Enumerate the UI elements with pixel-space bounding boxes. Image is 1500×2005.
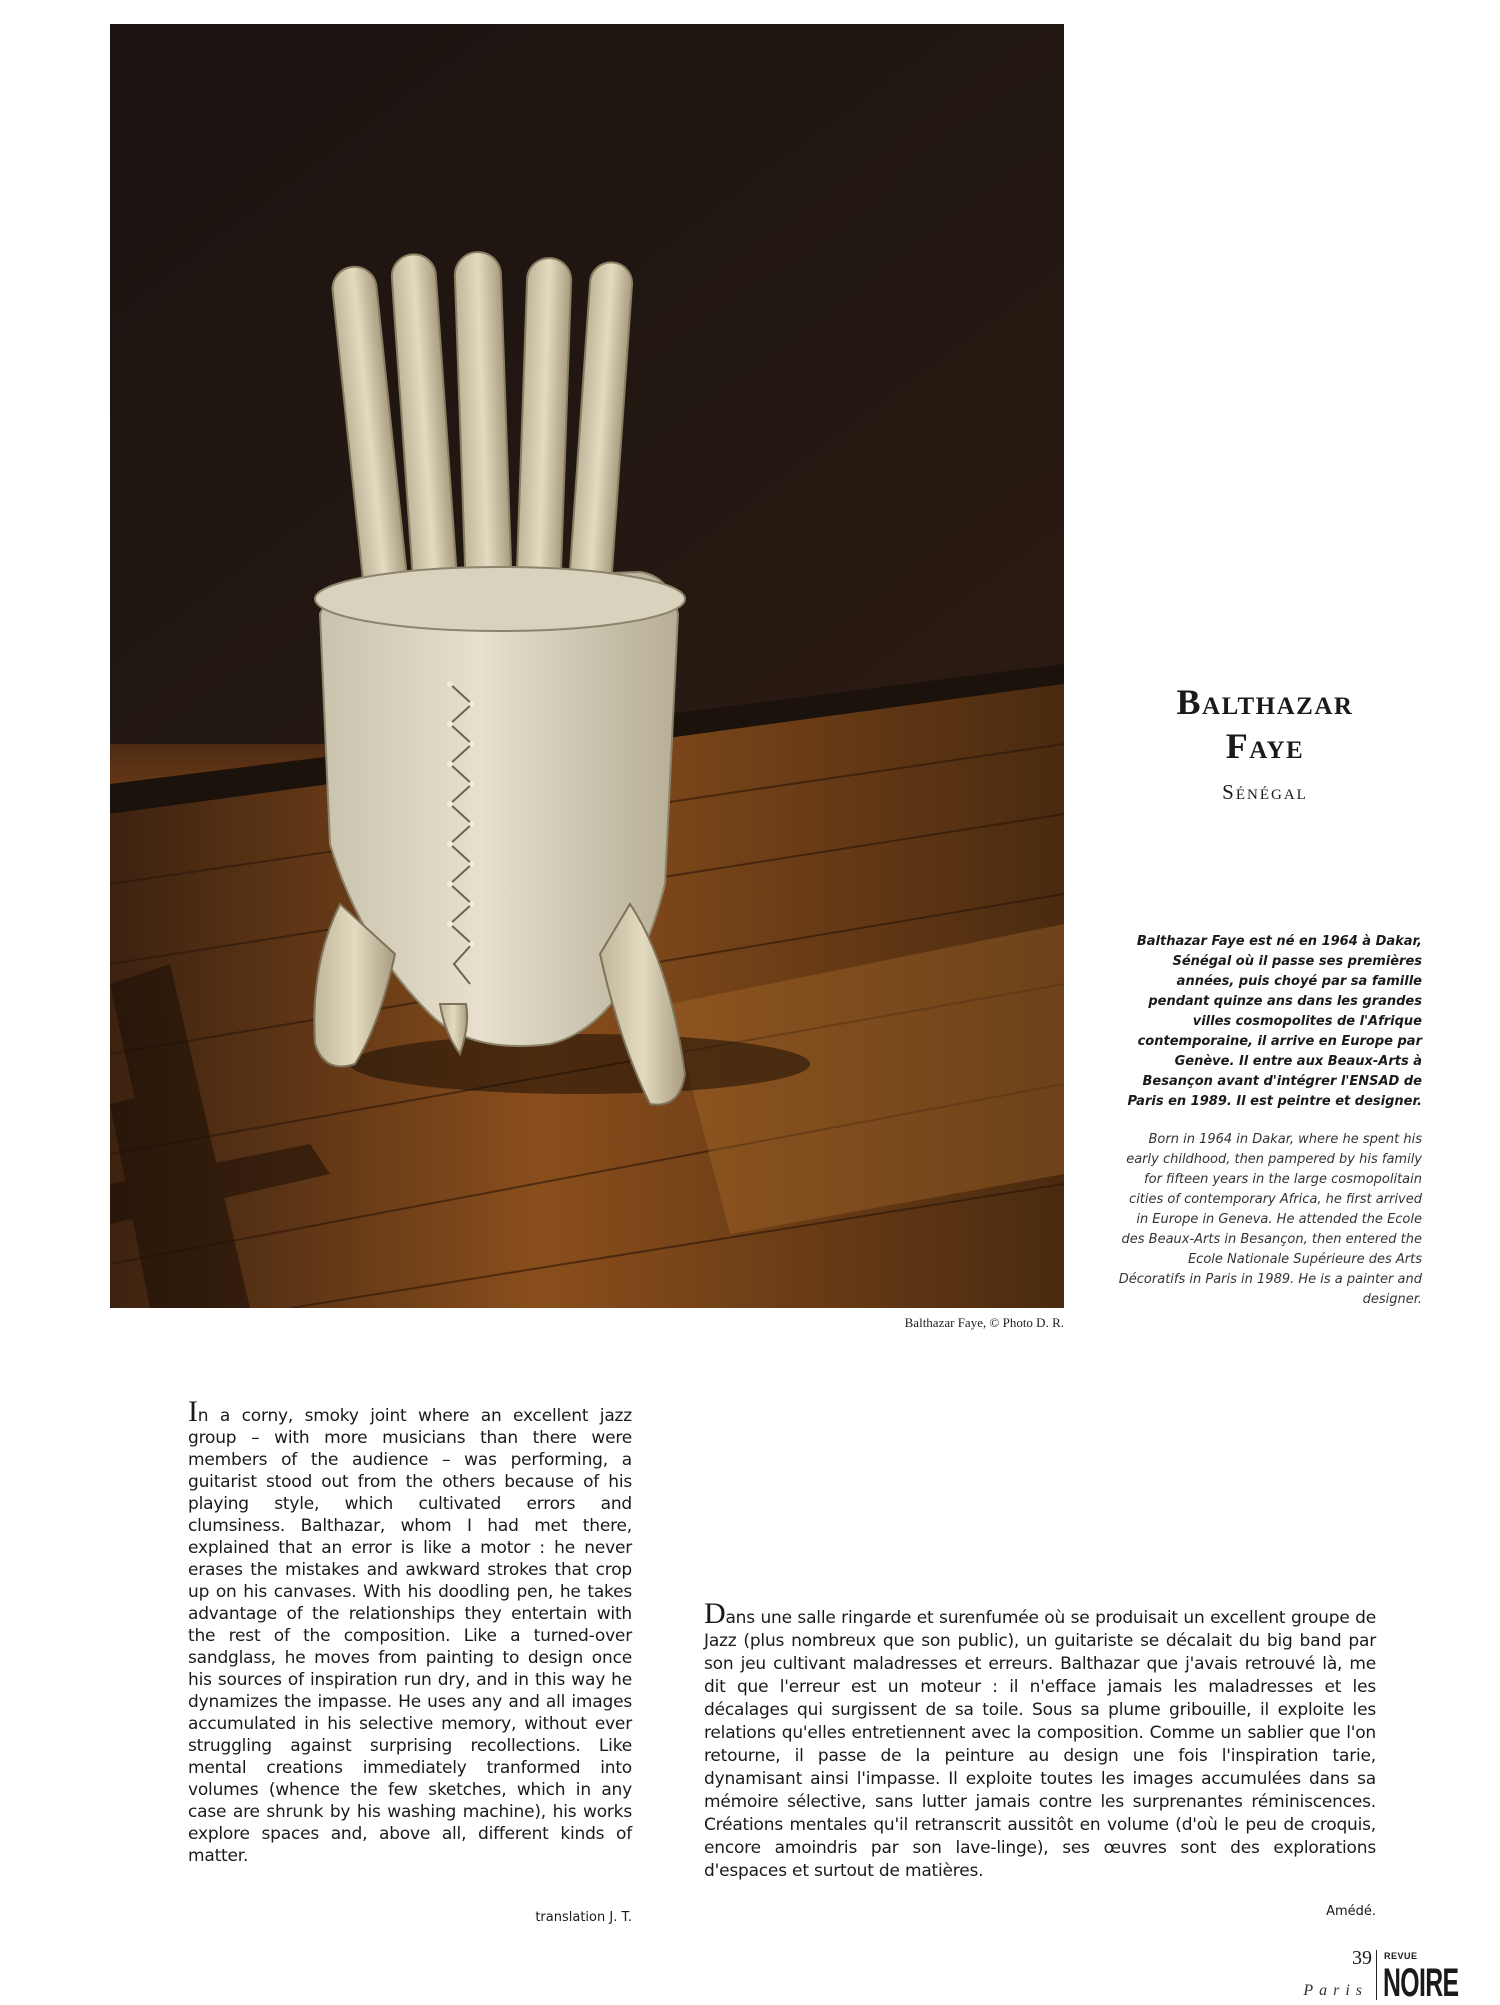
artwork-photo — [110, 24, 1064, 1308]
footer-city: Paris — [1303, 1982, 1368, 1999]
translation-credit: translation J. T. — [535, 1910, 632, 1925]
essay-english-text: n a corny, smoky joint where an excellent jazz group – with more musicians than there were members of the audience – was performing, a guitarist stood out from the others because of his playing style, which cultivated errors and clumsiness. Balthazar, whom I had met there, explained that an error is like a motor : he never erases the mistakes and awkward strokes that crop up on his canvases. With his doodling pen, he takes advantage of the relationships they entertain with the rest of the composition. Like a turned-over sandglass, he moves from painting to design once his sources of inspiration run dry, and in this way he dynamizes the impasse. He uses any and all images accumulated in his selective memory, without ever struggling against surprising recollections. Like mental creations immediately tranformed into volumes (whence the few sketches, which in any case are shrunk by his washing machine), his works explore spaces and, above all, different kinds of matter. — [188, 1406, 632, 1866]
essay-french — [704, 1597, 1376, 1883]
chair-sculpture-illustration — [110, 24, 1064, 1308]
essay-english — [188, 1395, 632, 1867]
artist-first-name: Balthazar — [1176, 682, 1354, 722]
logo-noire: NOIRE — [1383, 1961, 1459, 2005]
essay-french-text: ans une salle ringarde et surenfumée où se produisait un excellent groupe de Jazz (plus nombreux que son public), un guitariste se décalait du big band par son jeu cultivant maladresses et erreurs. Balthazar que j'avais retrouvé là, me dit que l'erreur est un moteur : il n'efface jamais les maladresses et les décalages qui surgissent de sa toile. Sous sa plume gribouille, il exploite les relations qu'elles entretiennent avec la composition. Comme un sablier que l'on retourne, il passe de la peinture au design une fois l'inspiration tarie, dynamisant ainsi l'impasse. Il exploite toutes les images accumulées dans sa mémoire sélective, sans lutter jamais contre les surprenantes réminiscences. Créations mentales qu'il retranscrit aussitôt en volume (d'où le peu de croquis, encore amoindris par son lave-linge), ses œuvres sont des explorations d'espaces et surtout de matières. — [704, 1608, 1376, 1881]
footer-divider — [1376, 1950, 1377, 2000]
essay-french-dropcap: D — [704, 1597, 726, 1630]
logo-revue: REVUE — [1384, 1951, 1418, 1961]
essay-english-dropcap: I — [188, 1395, 198, 1428]
page-number: 39 — [1352, 1947, 1372, 1969]
artist-last-name: Faye — [1225, 726, 1305, 766]
bio-french: Balthazar Faye est né en 1964 à Dakar, Sénégal où il passe ses premières années, puis choyé par sa famille pendant quinze ans dans les grandes villes cosmopolites de l'Afrique contemporaine, il arrive en Europe par Genève. Il entre aux Beaux-Arts à Besançon avant d'intégrer l'ENSAD de Paris en 1989. Il est peintre et designer. — [1127, 934, 1422, 1109]
artist-name — [1110, 680, 1420, 768]
artist-country: Sénégal — [1222, 780, 1308, 804]
photo-credit: Balthazar Faye, © Photo D. R. — [904, 1315, 1064, 1330]
author-signature: Amédé. — [1326, 1904, 1376, 1919]
bio-english: Born in 1964 in Dakar, where he spent his early childhood, then pampered by his family for fifteen years in the large cosmopolitain cities of contemporary Africa, he first arrived in Europe in Geneva. He attended the Ecole des Beaux-Arts in Besançon, then entered the Ecole Nationale Supérieure des Arts Décoratifs in Paris in 1989. He is a painter and designer. — [1118, 1132, 1422, 1307]
